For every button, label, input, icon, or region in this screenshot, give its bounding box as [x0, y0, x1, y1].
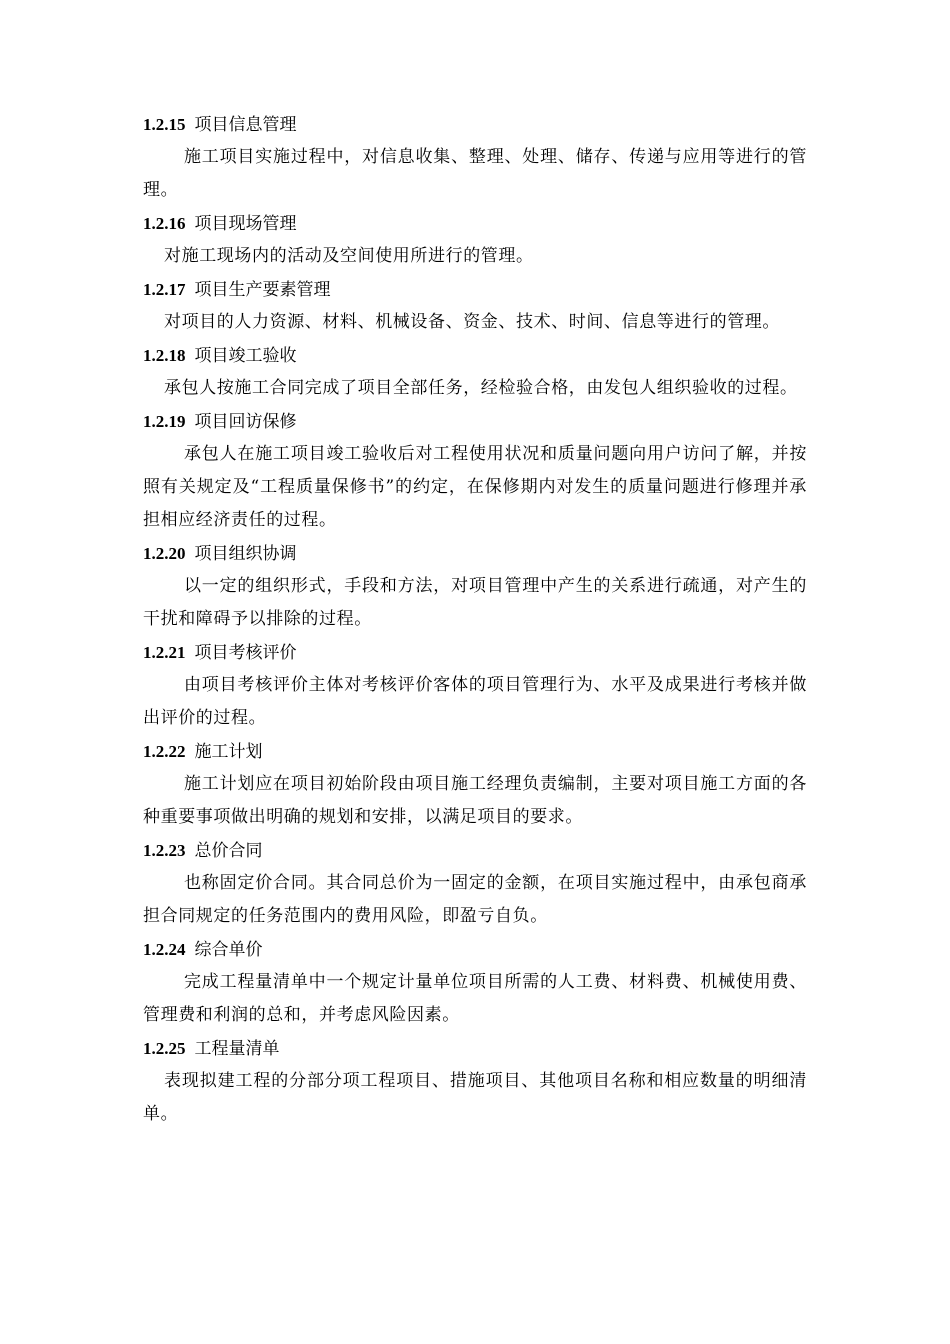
section-title: 项目现场管理 — [194, 214, 297, 234]
section-body: 以一定的组织形式，手段和方法，对项目管理中产生的关系进行疏通，对产生的干扰和障碍予以排除的过程。 — [143, 576, 807, 629]
section-heading — [143, 207, 807, 240]
section-heading — [143, 735, 807, 768]
section-body: 也称固定价合同。其合同总价为一固定的金额，在项目实施过程中，由承包商承担合同规定的任务范围内的费用风险，即盈亏自负。 — [143, 873, 807, 926]
section-1-2-22 — [143, 735, 807, 834]
section-number: 1.2.20 — [143, 544, 186, 563]
section-1-2-18 — [143, 339, 807, 405]
section-1-2-25 — [143, 1032, 807, 1131]
section-heading — [143, 273, 807, 306]
document-page — [143, 108, 807, 1131]
section-body: 施工计划应在项目初始阶段由项目施工经理负责编制，主要对项目施工方面的各种重要事项做出明确的规划和安排，以满足项目的要求。 — [143, 774, 807, 827]
section-number: 1.2.16 — [143, 214, 186, 233]
section-title: 总价合同 — [194, 841, 263, 861]
section-heading — [143, 1032, 807, 1065]
section-body: 完成工程量清单中一个规定计量单位项目所需的人工费、材料费、机械使用费、管理费和利润的总和，并考虑风险因素。 — [143, 972, 807, 1025]
section-1-2-20 — [143, 537, 807, 636]
section-title: 施工计划 — [194, 742, 263, 762]
section-heading — [143, 339, 807, 372]
section-title: 项目组织协调 — [194, 544, 297, 564]
section-heading — [143, 933, 807, 966]
section-1-2-23 — [143, 834, 807, 933]
section-number: 1.2.25 — [143, 1039, 186, 1058]
section-number: 1.2.23 — [143, 841, 186, 860]
section-1-2-24 — [143, 933, 807, 1032]
section-title: 项目信息管理 — [194, 115, 297, 135]
section-number: 1.2.24 — [143, 940, 186, 959]
section-heading — [143, 636, 807, 669]
section-1-2-16 — [143, 207, 807, 273]
section-number: 1.2.22 — [143, 742, 186, 761]
section-body: 对施工现场内的活动及空间使用所进行的管理。 — [164, 246, 534, 266]
section-heading — [143, 405, 807, 438]
section-body: 施工项目实施过程中，对信息收集、整理、处理、储存、传递与应用等进行的管理。 — [143, 147, 807, 200]
section-title: 综合单价 — [194, 940, 263, 960]
section-heading — [143, 537, 807, 570]
section-body: 承包人按施工合同完成了项目全部任务，经检验合格，由发包人组织验收的过程。 — [164, 378, 798, 398]
section-1-2-15 — [143, 108, 807, 207]
section-number: 1.2.19 — [143, 412, 186, 431]
section-number: 1.2.15 — [143, 115, 186, 134]
section-title: 项目竣工验收 — [194, 346, 297, 366]
section-number: 1.2.18 — [143, 346, 186, 365]
section-number: 1.2.21 — [143, 643, 186, 662]
section-1-2-19 — [143, 405, 807, 537]
section-title: 项目生产要素管理 — [194, 280, 331, 300]
section-title: 项目考核评价 — [194, 643, 297, 663]
section-heading — [143, 834, 807, 867]
section-body: 对项目的人力资源、材料、机械设备、资金、技术、时间、信息等进行的管理。 — [164, 312, 780, 332]
section-body: 由项目考核评价主体对考核评价客体的项目管理行为、水平及成果进行考核并做出评价的过程。 — [143, 675, 807, 728]
section-title: 项目回访保修 — [194, 412, 297, 432]
section-heading — [143, 108, 807, 141]
section-body: 表现拟建工程的分部分项工程项目、措施项目、其他项目名称和相应数量的明细清单。 — [143, 1071, 807, 1124]
section-number: 1.2.17 — [143, 280, 186, 299]
section-1-2-17 — [143, 273, 807, 339]
section-title: 工程量清单 — [194, 1039, 280, 1059]
section-1-2-21 — [143, 636, 807, 735]
section-body: 承包人在施工项目竣工验收后对工程使用状况和质量问题向用户访问了解，并按照有关规定及“工程质量保修书”的约定，在保修期内对发生的质量问题进行修理并承担相应经济责任的过程。 — [143, 444, 807, 530]
